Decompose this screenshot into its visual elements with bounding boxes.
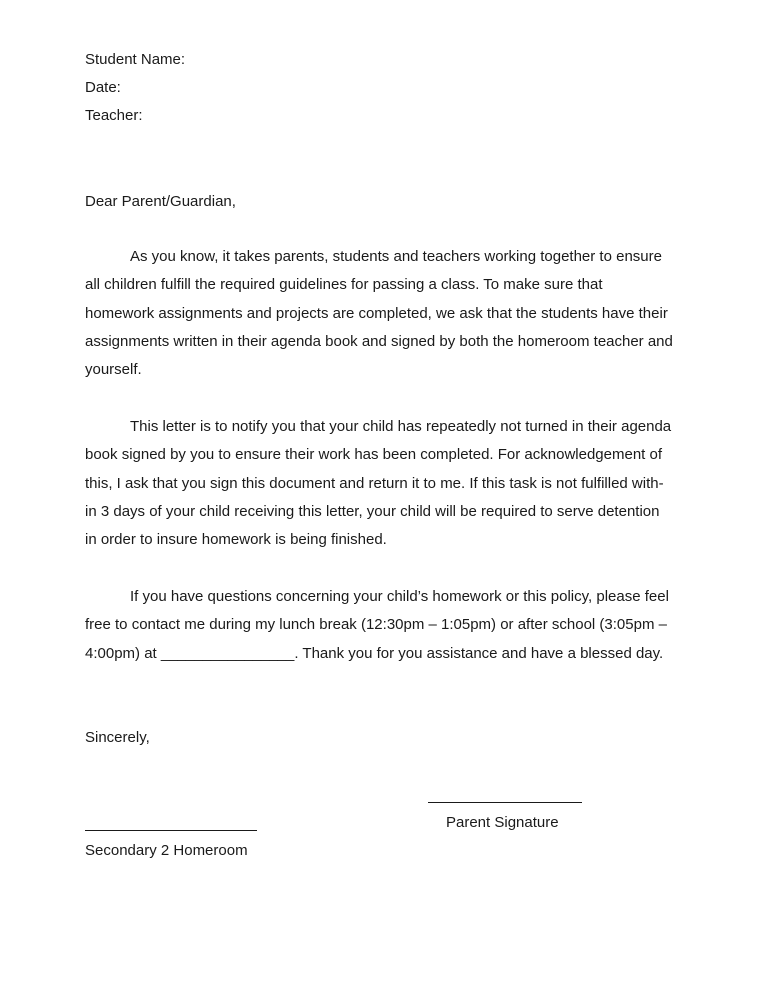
parent-signature-line <box>428 802 582 803</box>
parent-signature-label: Parent Signature <box>446 814 559 831</box>
teacher-signature-line <box>85 830 257 831</box>
paragraph-3-text: If you have questions concerning your child’s homework or this policy, please feel free to contact me during my lunch break (12:30pm – 1:05pm) or after school (3:05pm – 4:00pm) at ________________. Thank you for you assistance and have a blessed day. <box>85 588 669 662</box>
paragraph-1-text: As you know, it takes parents, students and teachers working together to ensure all children fulfill the required guidelines for passing a class. To make sure that homework assignments and projects are completed, we ask that the students have their assignments written in their agenda book and signed by both the homeroom teacher and yourself. <box>85 248 673 379</box>
student-name-label: Student Name: <box>85 51 186 68</box>
teacher-signature-label: Secondary 2 Homeroom <box>85 842 248 859</box>
paragraph-2-text: This letter is to notify you that your child has repeatedly not turned in their agenda book signed by you to ensure their work has been completed. For acknowledgement of this, I ask that you sign this document and return it to me. If this task is not fulfilled with-in 3 days of your child receiving this letter, your child will be required to serve detention in order to insure homework is being finished. <box>85 418 672 549</box>
closing: Sincerely, <box>85 729 150 746</box>
date-label: Date: <box>85 79 121 96</box>
paragraph-3 <box>85 583 675 668</box>
salutation: Dear Parent/Guardian, <box>85 193 236 210</box>
paragraph-2 <box>85 413 675 554</box>
teacher-label: Teacher: <box>85 107 143 124</box>
paragraph-1 <box>85 243 675 384</box>
